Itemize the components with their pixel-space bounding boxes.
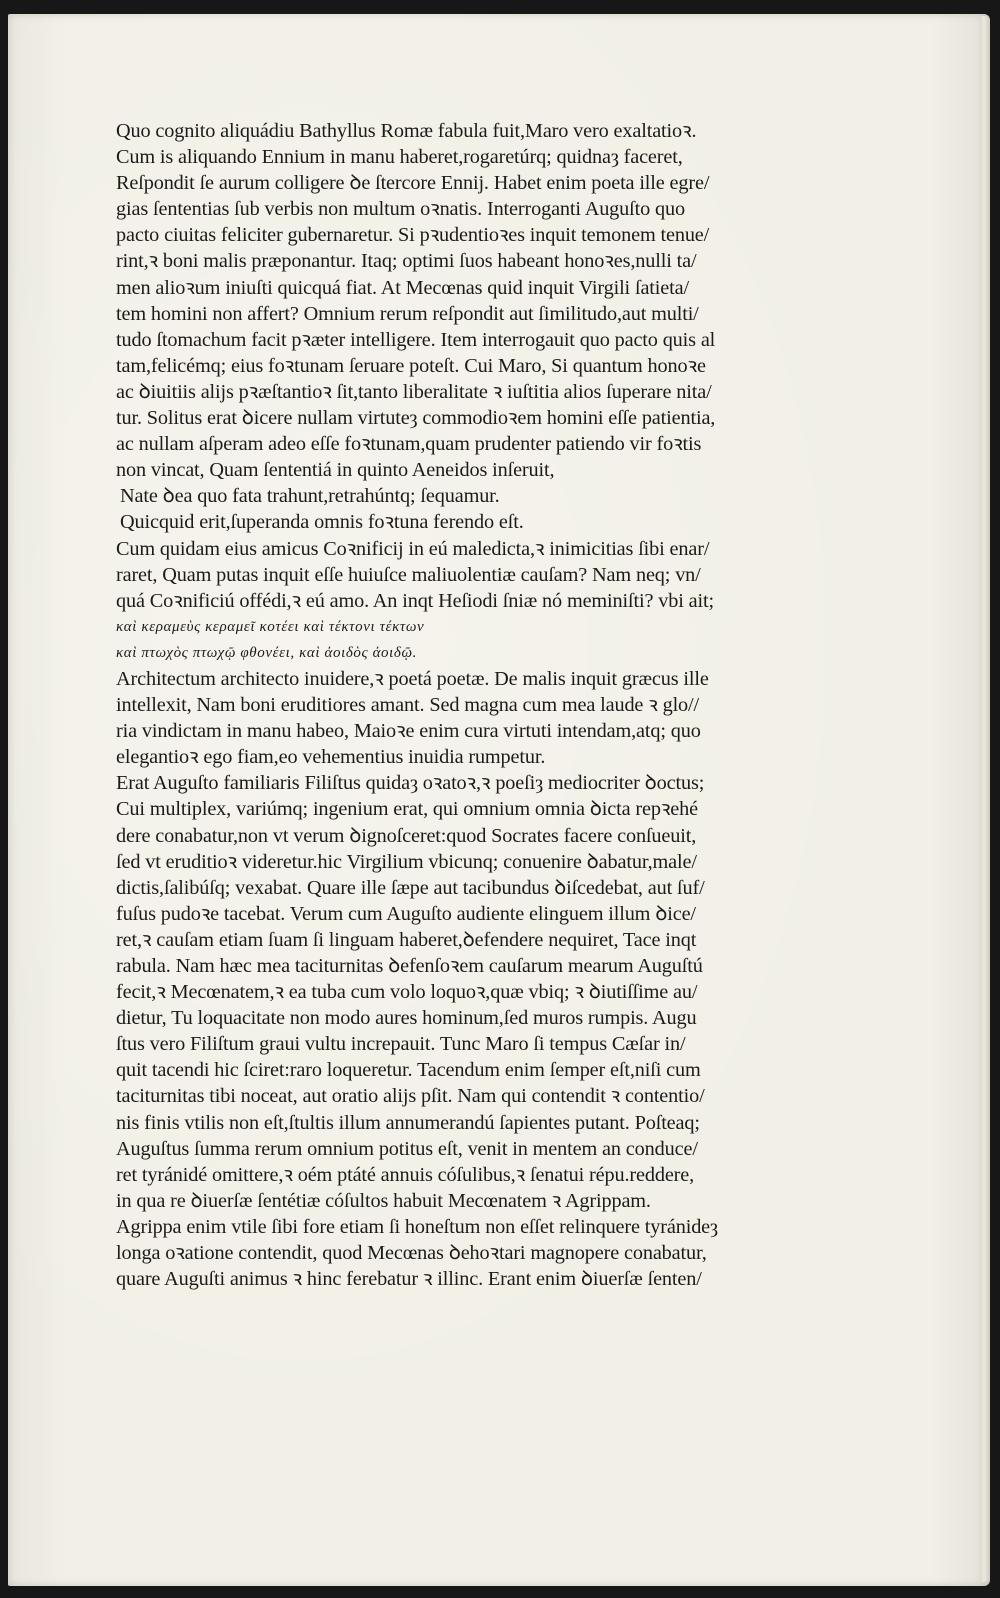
text-line: nis finis vtilis non eſt,ſtultis illum annumerandú ſapientes putant. Poſteaq;: [116, 1111, 700, 1134]
text-line: tudo ſtomachum facit pꝛæter intelligere. Item interrogauit quo pacto quis al: [116, 328, 716, 351]
text-line: ſed vt eruditioꝛ videretur.hic Virgilium vbicunq; conuenire ꝺabatur,male/: [116, 850, 697, 873]
page-fore-edge: [980, 16, 990, 1582]
text-line: Quo cognito aliquádiu Bathyllus Romæ fabula fuit,Maro vero exaltatioꝛ.: [116, 120, 697, 142]
text-line: tur. Solitus erat ꝺicere nullam virtuteȝ commodioꝛem homini eſſe patientia,: [116, 407, 716, 430]
text-line: Agrippa enim vtile ſibi fore etiam ſi honeſtum non eſſet relinquere tyránideȝ: [116, 1215, 718, 1238]
text-line: pacto ciuitas feliciter gubernaretur. Si pꝛudentioꝛes inquit temonem tenue/: [116, 224, 710, 247]
text-line: gias ſententias ſub verbis non multum oꝛnatis. Interroganti Auguſto quo: [116, 198, 686, 221]
text-line: elegantioꝛ ego fiam,eo vehementius inuidia rumpetur.: [116, 746, 546, 769]
text-line: Architectum architecto inuidere,ꝛ poetá poetæ. De malis inquit græcus ille: [116, 667, 709, 690]
text-line: quare Auguſti animus ꝛ hinc ferebatur ꝛ illinc. Erant enim ꝺiuerſæ ſenten/: [116, 1268, 702, 1291]
text-line: ac nullam aſperam adeo eſſe foꝛtunam,quam prudenter patiendo vir foꝛtis: [116, 433, 702, 456]
text-line: ac ꝺiuitiis alijs pꝛæſtantioꝛ ſit,tanto liberalitate ꝛ iuſtitia alios ſuperare nita/: [116, 380, 712, 403]
text-line: ret,ꝛ cauſam etiam ſuam ſi linguam haberet,ꝺefendere nequiret, Tace inqt: [116, 928, 697, 951]
text-line: rint,ꝛ boni malis præponantur. Itaq; optimi ſuos habeant honoꝛes,nulli ta/: [116, 250, 697, 273]
text-line: longa oꝛatione contendit, quod Mecœnas ꝺehoꝛtari magnopere conabatur,: [116, 1242, 707, 1265]
text-line: non vincat, Quam ſententiá in quinto Aeneidos inſeruit,: [116, 459, 555, 482]
text-line: quá Coꝛnificiú offédi,ꝛ eú amo. An inqt Heſiodi ſniæ nó meminiſti? vbi ait;: [116, 589, 714, 612]
verse-line: Quicquid erit,ſuperanda omnis foꝛtuna ferendo eſt.: [120, 511, 524, 534]
text-line: dere conabatur,non vt verum ꝺignoſceret:quod Socrates facere conſueuit,: [116, 824, 697, 847]
greek-verse-line: καὶ πτωχὸς πτωχῷ φθονέει, καὶ ἀοιδὸς ἀοιδῷ.: [116, 644, 418, 661]
text-block: [116, 118, 886, 1318]
text-line: tem homini non affert? Omnium rerum reſpondit aut ſimilitudo,aut multi/: [116, 302, 699, 325]
text-line: raret, Quam putas inquit eſſe huiuſce maliuolentiæ cauſam? Nam neq; vn/: [116, 563, 701, 586]
text-line: taciturnitas tibi noceat, aut oratio alijs pſit. Nam qui contendit ꝛ contentio/: [116, 1085, 705, 1108]
text-line: quit tacendi hic ſciret:raro loqueretur. Tacendum enim ſemper eſt,niſi cum: [116, 1059, 701, 1082]
text-line: in qua re ꝺiuerſæ ſentétiæ cóſultos habuit Mecœnatem ꝛ Agrippam.: [116, 1189, 651, 1212]
text-line: ſtus vero Filiſtum graui vultu increpauit. Tunc Maro ſi tempus Cæſar in/: [116, 1033, 686, 1056]
text-line: ria vindictam in manu habeo, Maioꝛe enim cura virtuti intendam,atq; quo: [116, 720, 701, 743]
text-line: dietur, Tu loquacitate non modo aures hominum,ſed muros rumpis. Augu: [116, 1007, 697, 1030]
text-line: intellexit, Nam boni eruditiores amant. Sed magna cum mea laude ꝛ glo//: [116, 694, 700, 717]
text-line: Auguſtus ſumma rerum omnium potitus eſt, venit in mentem an conduce/: [116, 1137, 698, 1160]
text-line: Cui multiplex, variúmq; ingenium erat, qui omnium omnia ꝺicta repꝛehé: [116, 798, 698, 821]
verse-line: Nate ꝺea quo fata trahunt,retrahúntq; ſequamur.: [120, 485, 500, 508]
text-line: Cum quidam eius amicus Coꝛnificij in eú maledicta,ꝛ inimicitias ſibi enar/: [116, 537, 710, 560]
text-line: fuſus pudoꝛe tacebat. Verum cum Auguſto audiente elinguem illum ꝺice/: [116, 902, 696, 925]
text-line: rabula. Nam hæc mea taciturnitas ꝺefenſoꝛem cauſarum mearum Auguſtú: [116, 955, 703, 977]
text-line: dictis,ſalibúſq; vexabat. Quare ille ſæpe aut tacibundus ꝺiſcedebat, aut ſuf/: [116, 876, 705, 899]
greek-verse-line: καὶ κεραμεὺς κεραμεῖ κοτέει καὶ τέκτονι τέκτων: [116, 618, 425, 635]
text-line: Reſpondit ſe aurum colligere ꝺe ſtercore Ennij. Habet enim poeta ille egre/: [116, 172, 710, 195]
text-line: men alioꝛum iniuſti quicquá fiat. At Mecœnas quid inquit Virgili ſatieta/: [116, 276, 689, 299]
text-line: fecit,ꝛ Mecœnatem,ꝛ ea tuba cum volo loquoꝛ,quæ vbiq; ꝛ ꝺiutiſſime au/: [116, 981, 698, 1004]
book-page: [8, 14, 990, 1586]
text-line: [116, 1292, 886, 1318]
text-line: Erat Auguſto familiaris Filiſtus quidaȝ oꝛatoꝛ,ꝛ poeſiȝ mediocriter ꝺoctus;: [116, 772, 705, 795]
text-line: ret tyránidé omittere,ꝛ oém ptáté annuis cóſulibus,ꝛ ſenatui répu.reddere,: [116, 1163, 695, 1186]
text-line: tam,felicémq; eius foꝛtunam ſeruare poteſt. Cui Maro, Si quantum honoꝛe: [116, 354, 706, 377]
text-line: Cum is aliquando Ennium in manu haberet,rogaretúrq; quidnaȝ faceret,: [116, 146, 683, 169]
